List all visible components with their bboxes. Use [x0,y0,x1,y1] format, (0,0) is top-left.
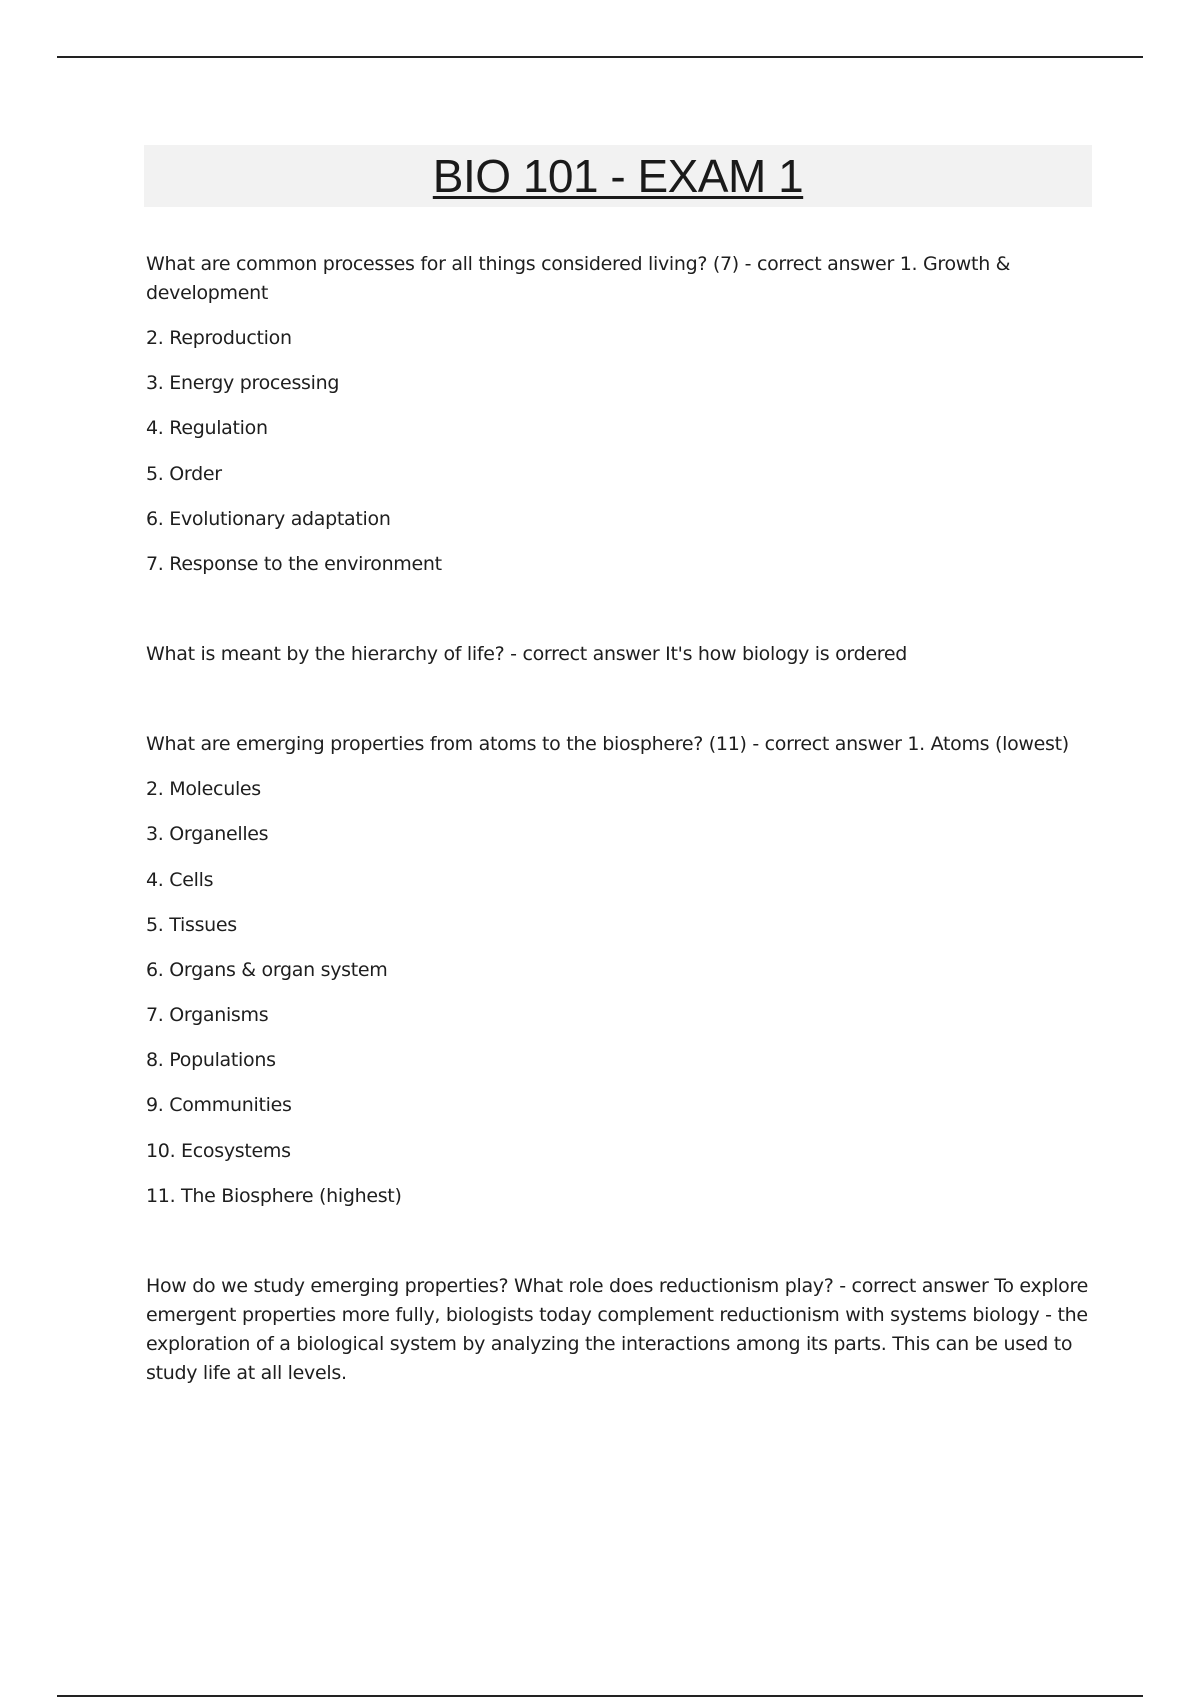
list-item: 11. The Biosphere (highest) [146,1184,402,1207]
page-title: BIO 101 - EXAM 1 [432,150,804,202]
section-gap [146,685,1092,730]
list-item: 2. Reproduction [146,327,292,349]
list-item: 8. Populations [146,1049,276,1072]
list-item: 3. Organelles [146,823,269,846]
list-item: 3. Energy processing [146,372,340,395]
top-rule [57,56,1143,58]
list-item: 6. Organs & organ system [146,958,388,981]
list-item: 5. Tissues [146,913,237,936]
question-3: What are emerging properties from atoms to the biosphere? (11) - correct answer 1. Atoms (lowest) [146,733,1069,756]
section-gap [146,1227,1092,1272]
section-gap [146,595,1092,640]
list-item: 5. Order [146,462,222,485]
question-2: What is meant by the hierarchy of life? - correct answer It's how biology is ordered [146,643,907,666]
question-4: How do we study emerging properties? What role does reductionism play? - correct answer To explore emergent properties more fully, biologists today complement reductionism with systems biology - the exploration of a biological system by analyzing the interactions among its parts. This can be used to study life at all levels. [146,1275,1088,1384]
list-item: 4. Regulation [146,417,268,440]
list-item: 9. Communities [146,1094,292,1117]
list-item: 4. Cells [146,868,214,891]
list-item: 6. Evolutionary adaptation [146,507,391,530]
qa-content [146,250,1092,1404]
bottom-rule [57,1695,1143,1697]
list-item: 7. Response to the environment [146,552,442,575]
title-band [144,145,1092,207]
list-item: 7. Organisms [146,1004,269,1027]
question-1: What are common processes for all things considered living? (7) - correct answer 1. Growth & development [146,253,1011,304]
list-item: 2. Molecules [146,778,261,801]
list-item: 10. Ecosystems [146,1139,291,1162]
